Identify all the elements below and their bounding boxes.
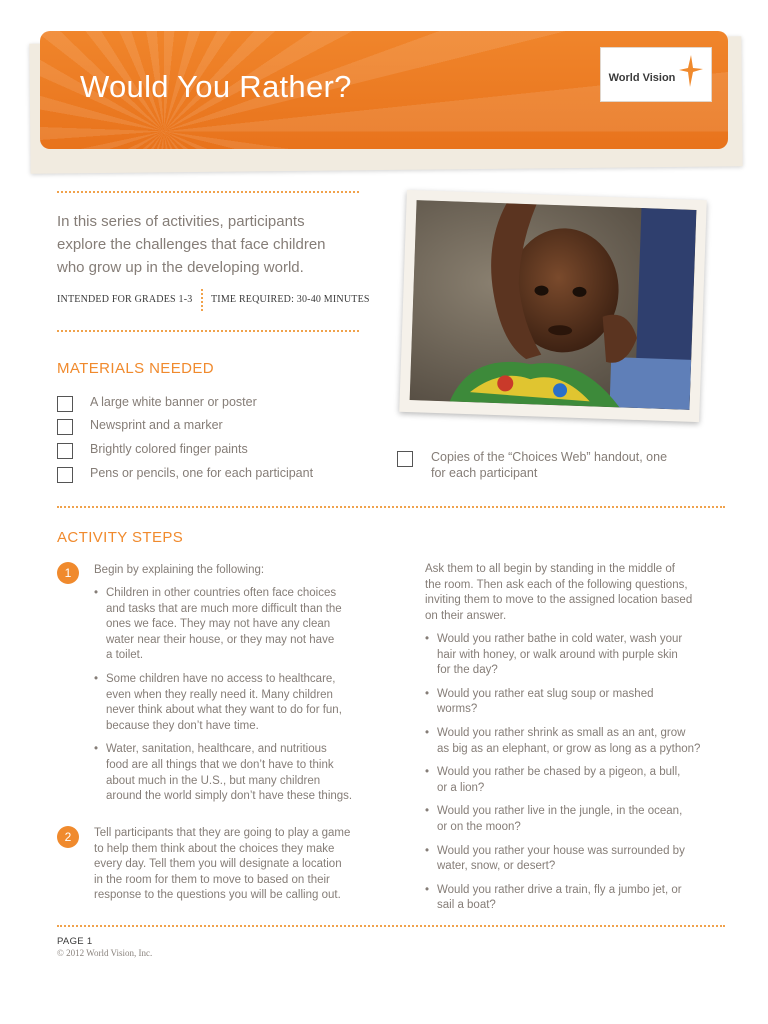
question-line: • Would you rather be chased by a pigeon, a bull, [437,766,681,779]
question-item [425,883,725,914]
material-checkbox-3[interactable] [57,443,73,459]
child-photo-illustration [410,200,697,410]
questions-list [425,632,725,914]
question-line: as big as an elephant, or grow as long as a python? [437,742,701,755]
question-item [425,632,725,679]
question-item [425,726,725,757]
copyright: © 2012 World Vision, Inc. [57,948,153,958]
question-item [425,844,725,875]
question-item [425,804,725,835]
questions-intro-line: on their answer. [425,609,507,622]
question-line: • Would you rather bathe in cold water, wash your [437,633,683,645]
questions-intro [425,562,725,624]
step-2-line: response to the questions you will be calling out. [94,889,341,902]
step-2-line: in the room for them to move to based on their [94,873,330,886]
material-label-1: A large white banner or poster [90,395,257,409]
world-vision-logo [600,47,712,102]
material-label-3: Brightly colored finger paints [90,442,248,456]
material-checkbox-4[interactable] [57,467,73,483]
intro-text: In this series of activities, participants explore the challenges that face children who grow up in the developing world. [57,213,326,276]
question-line: water, snow, or desert? [437,860,556,873]
step-1-bullet [94,586,384,664]
material-label-5-line2: for each participant [431,466,538,480]
material-checkbox-5[interactable] [397,451,413,467]
bullet-line: a toilet. [106,649,144,662]
question-line: • Would you rather shrink as small as an ant, grow [437,726,686,739]
page-number: PAGE 1 [57,936,93,947]
step-2-line: Tell participants that they are going to play a game [94,827,351,839]
bullet-line: around the world simply don’t have these things. [106,790,353,803]
divider-footer [57,925,725,927]
bullet-line: and tasks that are much more difficult than the [106,602,342,615]
bullet-line: ones we face. They may not have any clean [106,618,331,631]
material-checkbox-2[interactable] [57,419,73,435]
material-label-2: Newsprint and a marker [90,418,223,432]
material-checkbox-1[interactable] [57,396,73,412]
question-line: hair with honey, or walk around with purple skin [437,648,678,661]
step-1-bullets [94,586,384,805]
step-2-line: to help them think about the choices they make [94,842,335,855]
star-icon [677,55,703,87]
questions-intro-line: Ask them to all begin by standing in the middle of [425,563,675,575]
materials-heading: MATERIALS NEEDED [57,360,214,377]
question-item [425,687,725,718]
bullet-line: • Children in other countries often face choices [106,587,337,599]
divider-middle [57,330,359,332]
question-line: • Would you rather your house was surrounded by [437,844,685,857]
bullet-line: even when they really need it. Many children [106,688,333,701]
material-label-4: Pens or pencils, one for each participant [90,466,314,480]
bullet-line: because they don’t have time. [106,719,259,732]
question-line: • Would you rather live in the jungle, in the ocean, [437,805,683,818]
step-1-bullet [94,742,384,804]
step-2-text [94,826,379,904]
step-1-bullet [94,672,384,734]
grades-label: INTENDED FOR GRADES 1-3 [57,294,193,305]
page-title: Would You Rather? [80,69,352,104]
activity-steps-heading: ACTIVITY STEPS [57,529,184,546]
bullet-line: • Some children have no access to healthcare, [106,672,336,685]
step-2-badge: 2 [57,826,79,848]
step-2-line: every day. Tell them you will designate a location [94,858,342,871]
logo-text: World Vision [608,71,676,84]
time-required-label: TIME REQUIRED: 30-40 MINUTES [211,294,370,305]
question-line: • Would you rather drive a train, fly a jumbo jet, or [437,883,682,896]
question-line: or on the moon? [437,820,521,833]
meta-divider [201,289,203,311]
divider-top [57,191,359,193]
material-label-5-line1: Copies of the “Choices Web” handout, one [431,450,668,464]
question-item [425,765,725,796]
bullet-line: water near their house, or they may not have [106,633,335,646]
questions-intro-line: the room. Then ask each of the following questions, [425,578,688,591]
header-banner [40,31,728,149]
question-line: worms? [437,703,478,716]
questions-intro-line: inviting them to move to the assigned location based [425,594,693,607]
bullet-line: • Water, sanitation, healthcare, and nutritious [106,743,327,756]
photo-frame [399,190,707,422]
question-line: sail a boat? [437,899,496,912]
step-1-intro: Begin by explaining the following: [94,564,265,576]
divider-steps [57,506,725,508]
question-line: • Would you rather eat slug soup or mashed [437,687,654,700]
bullet-line: never think about what they want to do for fun, [106,704,342,717]
child-photo [410,200,697,410]
question-line: or a lion? [437,781,485,794]
bullet-line: food are all things that we don’t have to think [106,758,334,771]
question-line: for the day? [437,664,498,677]
step-1-badge: 1 [57,562,79,584]
bullet-line: about much in the U.S., but many children [106,774,321,787]
